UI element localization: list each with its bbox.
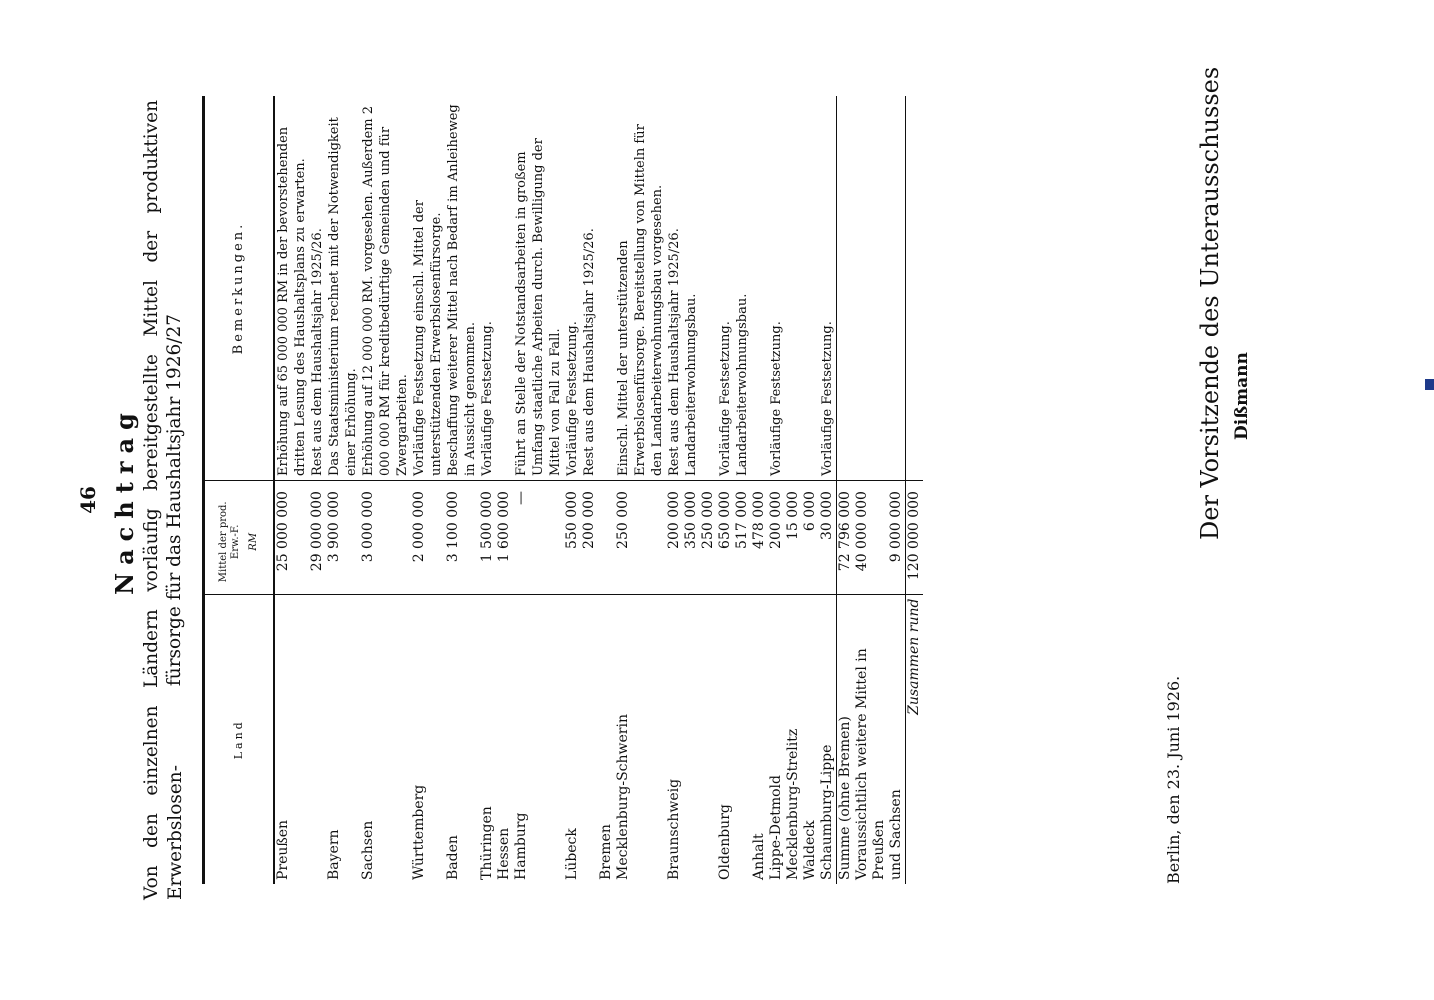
table-row: [564, 96, 581, 884]
cell-amount: 550 000: [564, 481, 581, 595]
table-row: [785, 96, 802, 884]
cell-remark: Das Staatsministerium rechnet mit der Notwendigkeit einer Erhöhung.: [326, 117, 359, 477]
cell-land: Mecklenburg-Schwerin: [615, 594, 666, 884]
cell-land: Anhalt: [751, 594, 768, 884]
cell-land: Preußen: [274, 594, 309, 884]
chair-title: Der Vorsitzende des Unterausschusses: [1196, 66, 1224, 540]
cell-land: [683, 594, 700, 884]
cell-land: [734, 594, 751, 884]
cell-remark: [785, 96, 802, 481]
cell-land: Hessen: [496, 594, 513, 884]
cell-remark: Landarbeiterwohnungsbau.: [683, 293, 699, 477]
extra1-label: Voraussichtlich weitere Mittel in Preußen: [854, 594, 888, 884]
cell-remark: Einschl. Mittel der unterstützenden Erwerbslosenfürsorge. Bereitstellung von Mitteln für den Landarbeiterwohnungsbau vorgesehen.: [615, 124, 665, 477]
table-row: [666, 96, 683, 884]
cell-remark: [598, 96, 615, 481]
cell-amount: 650 000: [717, 481, 734, 595]
cell-land: [700, 594, 717, 884]
table-row: [479, 96, 496, 884]
page-number: 46: [76, 486, 100, 514]
cell-amount: 200 000: [581, 481, 598, 595]
cell-amount: —: [513, 481, 564, 595]
cell-land: Waldeck: [802, 594, 819, 884]
cell-remark: [700, 96, 717, 481]
cell-land: Bayern: [326, 594, 360, 884]
date-line: Berlin, den 23. Juni 1926.: [1164, 675, 1183, 884]
cell-land: Hamburg: [513, 594, 564, 884]
table-row: [751, 96, 768, 884]
sum-row: [836, 96, 854, 884]
cell-land: Thüringen: [479, 594, 496, 884]
funds-table: [202, 96, 923, 884]
cell-land: [581, 594, 598, 884]
table-row: [513, 96, 564, 884]
cell-amount: 250 000: [700, 481, 717, 595]
chair-name: Dißmann: [1232, 352, 1252, 440]
total-label: Zusammen rund: [905, 594, 923, 884]
table-row: [274, 96, 309, 884]
cell-amount: 200 000: [666, 481, 683, 595]
cell-land: [309, 594, 326, 884]
table-row: [700, 96, 717, 884]
digitization-credit: [1418, 8, 1434, 393]
cell-remark: Beschaffung weiterer Mittel nach Bedarf im Anleiheweg in Aussicht genommen.: [445, 104, 478, 477]
cell-land: Lippe-Detmold: [768, 594, 785, 884]
table-row: [819, 96, 837, 884]
cell-remark: Vorläufige Festsetzung.: [717, 321, 733, 477]
sum-label: Summe (ohne Bremen): [836, 594, 854, 884]
cell-amount: 2 000 000: [411, 481, 445, 595]
cell-land: Lübeck: [564, 594, 581, 884]
table-row: [326, 96, 360, 884]
cell-remark: Erhöhung auf 65 000 000 RM in der bevorstehenden dritten Lesung des Haushaltsplans zu erwarten.: [275, 126, 308, 477]
cell-amount: 15 000: [785, 481, 802, 595]
cell-remark: Vorläufige Festsetzung.: [479, 321, 495, 477]
table-row: [734, 96, 751, 884]
extra-row-prussia: [854, 96, 888, 884]
cell-amount: 29 000 000: [309, 481, 326, 595]
table-row: [768, 96, 785, 884]
table-body: [274, 96, 923, 884]
cell-remark: Rest aus dem Haushaltsjahr 1925/26.: [309, 228, 325, 477]
cell-amount: 200 000: [768, 481, 785, 595]
subtitle-line-1: Von den einzelnen Ländern vorläufig bereitgestellte Mittel der produktiven Erwerbslosen-: [141, 100, 186, 900]
cell-amount: 25 000 000: [274, 481, 309, 595]
cell-amount: 30 000: [819, 481, 837, 595]
table-row: [598, 96, 615, 884]
cell-amount: 350 000: [683, 481, 700, 595]
total-row: [905, 96, 923, 884]
cell-amount: 1 600 000: [496, 481, 513, 595]
header-land: Land: [204, 594, 274, 884]
cell-remark: Erhöhung auf 12 000 000 RM. vorgesehen. Außerdem 2 000 000 RM für kreditbedürftige Gemeinden und für Zwergarbeiten.: [360, 105, 410, 477]
cell-land: Württemberg: [411, 594, 445, 884]
cell-remark: Vorläufige Festsetzung.: [819, 321, 835, 477]
cell-remark: Landarbeiterwohnungsbau.: [734, 293, 750, 477]
cell-remark: Führt an Stelle der Notstandsarbeiten in großem Umfang staatliche Arbeiten durch. Bewilligung der Mittel von Fall zu Fall.: [513, 138, 563, 477]
cell-amount: 250 000: [615, 481, 666, 595]
cell-amount: 3 000 000: [360, 481, 411, 595]
table-row: [309, 96, 326, 884]
cell-amount: 478 000: [751, 481, 768, 595]
dfg-logo: [1425, 379, 1434, 390]
table-row: [411, 96, 445, 884]
cell-amount: 6 000: [802, 481, 819, 595]
header-amount: Mittel der prod. Erw.-F. RM: [204, 481, 274, 595]
cell-amount: 3 100 000: [445, 481, 479, 595]
cell-land: Baden: [445, 594, 479, 884]
cell-land: Bremen: [598, 594, 615, 884]
table-row: [615, 96, 666, 884]
cell-remark: [802, 96, 819, 481]
cell-remark: [751, 96, 768, 481]
subtitle-line-2: fürsorge für das Haushaltsjahr 1926/27: [164, 313, 185, 687]
total-value: 120 000 000: [905, 481, 923, 595]
cell-land: Sachsen: [360, 594, 411, 884]
table-row: [360, 96, 411, 884]
cell-remark: Rest aus dem Haushaltsjahr 1925/26.: [581, 228, 597, 477]
header-remarks: Bemerkungen.: [231, 221, 247, 355]
table-row: [802, 96, 819, 884]
cell-remark: Vorläufige Festsetzung.: [564, 321, 580, 477]
table-row: [717, 96, 734, 884]
cell-amount: [598, 481, 615, 595]
cell-remark: [496, 96, 513, 481]
extra1-value: 40 000 000: [854, 481, 888, 595]
table-row: [683, 96, 700, 884]
table-row: [496, 96, 513, 884]
cell-remark: Vorläufige Festsetzung.: [768, 321, 784, 477]
cell-land: Mecklenburg-Strelitz: [785, 594, 802, 884]
cell-remark: Vorläufige Festsetzung einschl. Mittel der unterstützenden Erwerbslosenfürsorge.: [411, 200, 444, 477]
cell-remark: Rest aus dem Haushaltsjahr 1925/26.: [666, 228, 682, 477]
cell-land: Oldenburg: [717, 594, 734, 884]
page-title: Nachtrag: [110, 405, 139, 595]
cell-land: Braunschweig: [666, 594, 683, 884]
sum-value: 72 796 000: [836, 481, 854, 595]
table-row: [445, 96, 479, 884]
extra-row-saxony: [888, 96, 906, 884]
table-row: [581, 96, 598, 884]
cell-land: Schaumburg-Lippe: [819, 594, 837, 884]
extra2-label: und Sachsen: [888, 594, 906, 884]
cell-amount: 3 900 000: [326, 481, 360, 595]
cell-amount: 517 000: [734, 481, 751, 595]
extra2-value: 9 000 000: [888, 481, 906, 595]
cell-amount: 1 500 000: [479, 481, 496, 595]
